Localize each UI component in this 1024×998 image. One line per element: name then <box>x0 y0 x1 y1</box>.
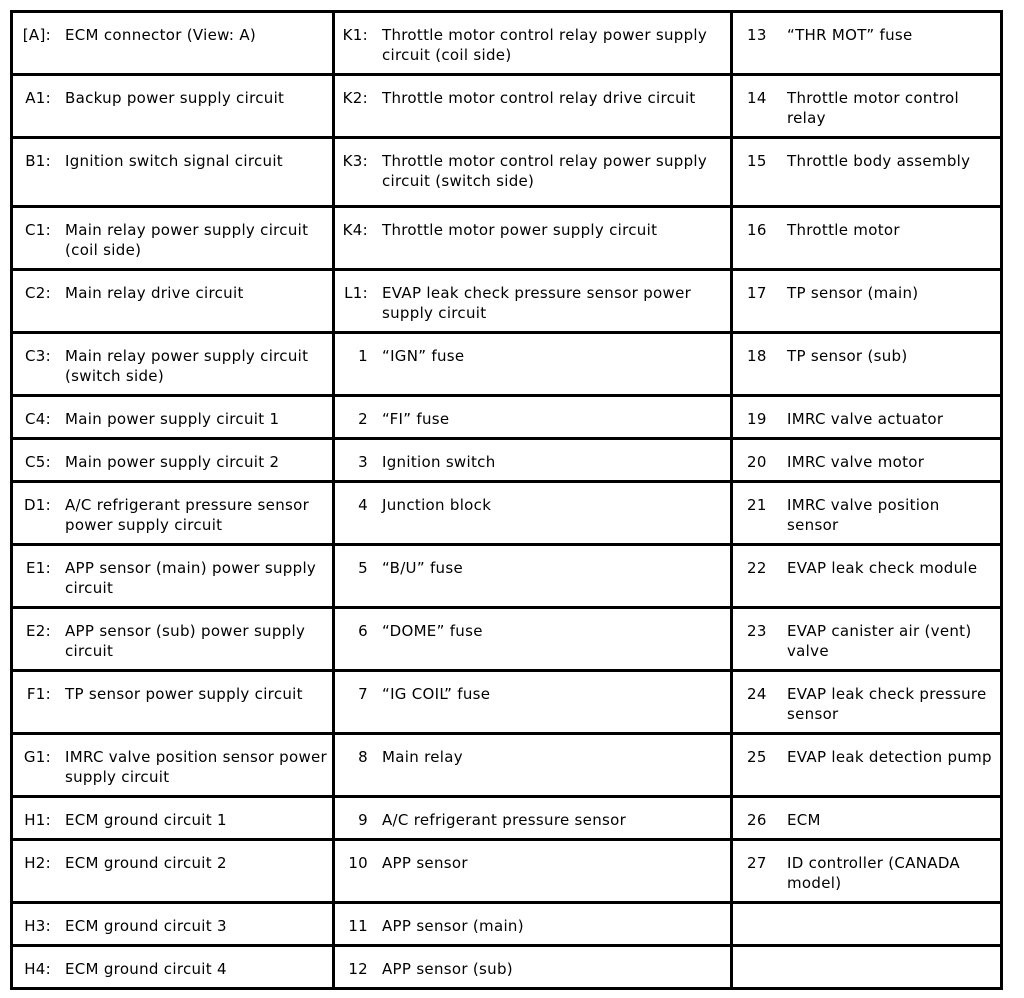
legend-description: Main relay power supply circuit (switch side) <box>65 347 309 385</box>
legend-description: APP sensor (main) <box>382 917 524 935</box>
legend-cell-c1 <box>12 946 334 989</box>
legend-description: EVAP canister air (vent) valve <box>787 622 972 660</box>
legend-cell-c2 <box>334 75 732 138</box>
legend-cell-c1 <box>12 840 334 903</box>
legend-row <box>12 439 1002 482</box>
legend-description: Throttle motor power supply circuit <box>382 221 658 239</box>
legend-row <box>12 545 1002 608</box>
legend-cell-c3 <box>732 270 1002 333</box>
legend-cell-c2 <box>334 797 732 840</box>
legend-description: Main power supply circuit 1 <box>65 410 280 428</box>
legend-code: C4: <box>25 410 51 428</box>
legend-code: 8 <box>358 748 368 766</box>
legend-cell-c3 <box>732 797 1002 840</box>
legend-cell-c2 <box>334 396 732 439</box>
legend-code: 16 <box>747 221 767 239</box>
legend-code: E2: <box>26 622 51 640</box>
legend-description: ECM ground circuit 1 <box>65 811 227 829</box>
legend-code: 3 <box>358 453 368 471</box>
legend-description: “B/U” fuse <box>382 559 464 577</box>
legend-description: Main power supply circuit 2 <box>65 453 280 471</box>
legend-description: Backup power supply circuit <box>65 89 285 107</box>
legend-description: TP sensor power supply circuit <box>65 685 303 703</box>
legend-code: B1: <box>25 152 51 170</box>
legend-code: 24 <box>747 685 767 703</box>
legend-cell-c3 <box>732 734 1002 797</box>
legend-row <box>12 12 1002 75</box>
legend-code: 23 <box>747 622 767 640</box>
legend-code: C3: <box>25 347 51 365</box>
legend-cell-c2 <box>334 734 732 797</box>
legend-cell-c1 <box>12 12 334 75</box>
legend-cell-c1 <box>12 439 334 482</box>
legend-description: ECM connector (View: A) <box>65 26 257 44</box>
legend-code: A1: <box>25 89 51 107</box>
legend-description: ECM ground circuit 3 <box>65 917 227 935</box>
legend-description: A/C refrigerant pressure sensor <box>382 811 627 829</box>
legend-description: Ignition switch signal circuit <box>65 152 283 170</box>
legend-description: IMRC valve position sensor power supply circuit <box>65 748 328 786</box>
legend-cell-c1 <box>12 545 334 608</box>
legend-description: Throttle motor control relay drive circuit <box>382 89 696 107</box>
legend-description: APP sensor (main) power supply circuit <box>65 559 317 597</box>
legend-row <box>12 207 1002 270</box>
legend-code: K1: <box>342 26 368 44</box>
legend-cell-c3 <box>732 12 1002 75</box>
legend-description: Throttle motor control relay power supply circuit (switch side) <box>382 152 708 190</box>
legend-row <box>12 903 1002 946</box>
legend-description: “IGN” fuse <box>382 347 465 365</box>
legend-code: 18 <box>747 347 767 365</box>
legend-cell-c1 <box>12 270 334 333</box>
legend-code: K4: <box>342 221 368 239</box>
legend-cell-c2 <box>334 482 732 545</box>
legend-code: 22 <box>747 559 767 577</box>
legend-description: Main relay <box>382 748 463 766</box>
legend-description: APP sensor (sub) <box>382 960 513 978</box>
legend-row <box>12 396 1002 439</box>
legend-description: APP sensor <box>382 854 468 872</box>
legend-description: “DOME” fuse <box>382 622 483 640</box>
legend-cell-c3 <box>732 207 1002 270</box>
legend-cell-c3 <box>732 396 1002 439</box>
legend-description: EVAP leak check pressure sensor power supply circuit <box>382 284 692 322</box>
legend-row <box>12 333 1002 396</box>
legend-cell-c2 <box>334 608 732 671</box>
legend-row <box>12 946 1002 989</box>
legend-code: C1: <box>25 221 51 239</box>
legend-code: H4: <box>24 960 51 978</box>
legend-code: 20 <box>747 453 767 471</box>
legend-cell-c3 <box>732 903 1002 946</box>
legend-cell-c1 <box>12 482 334 545</box>
legend-code: C2: <box>25 284 51 302</box>
legend-code: F1: <box>26 685 51 703</box>
legend-code: 11 <box>348 917 368 935</box>
legend-cell-c3 <box>732 946 1002 989</box>
legend-cell-c1 <box>12 797 334 840</box>
legend-cell-c2 <box>334 840 732 903</box>
legend-cell-c3 <box>732 333 1002 396</box>
legend-description: ECM <box>787 811 821 829</box>
legend-description: Main relay drive circuit <box>65 284 244 302</box>
legend-cell-c1 <box>12 671 334 734</box>
legend-cell-c1 <box>12 333 334 396</box>
legend-code: C5: <box>25 453 51 471</box>
legend-description: ECM ground circuit 2 <box>65 854 227 872</box>
legend-description: Throttle motor control relay <box>787 89 959 127</box>
legend-code: H3: <box>24 917 51 935</box>
legend-code: G1: <box>23 748 51 766</box>
legend-cell-c1 <box>12 396 334 439</box>
legend-description: EVAP leak check module <box>787 559 978 577</box>
legend-code: E1: <box>26 559 51 577</box>
legend-cell-c2 <box>334 903 732 946</box>
legend-cell-c1 <box>12 734 334 797</box>
legend-cell-c1 <box>12 138 334 207</box>
legend-description: ECM ground circuit 4 <box>65 960 227 978</box>
legend-cell-c2 <box>334 138 732 207</box>
legend-code: 27 <box>747 854 767 872</box>
legend-code: K3: <box>342 152 368 170</box>
legend-cell-c3 <box>732 840 1002 903</box>
legend-cell-c2 <box>334 270 732 333</box>
legend-code: 10 <box>348 854 368 872</box>
legend-code: K2: <box>342 89 368 107</box>
legend-cell-c2 <box>334 671 732 734</box>
legend-code: 26 <box>747 811 767 829</box>
legend-cell-c2 <box>334 333 732 396</box>
legend-code: 13 <box>747 26 767 44</box>
legend-cell-c2 <box>334 946 732 989</box>
legend-code: 17 <box>747 284 767 302</box>
legend-cell-c1 <box>12 75 334 138</box>
legend-row <box>12 75 1002 138</box>
legend-cell-c3 <box>732 608 1002 671</box>
legend-code: 9 <box>358 811 368 829</box>
legend-row <box>12 270 1002 333</box>
legend-description: APP sensor (sub) power supply circuit <box>65 622 306 660</box>
legend-description: Ignition switch <box>382 453 496 471</box>
legend-row <box>12 482 1002 545</box>
legend-description: Throttle motor <box>787 221 900 239</box>
legend-code: 7 <box>358 685 368 703</box>
legend-code: D1: <box>23 496 51 514</box>
legend-description: Main relay power supply circuit (coil side) <box>65 221 309 259</box>
legend-cell-c1 <box>12 608 334 671</box>
legend-code: 19 <box>747 410 767 428</box>
legend-cell-c2 <box>334 12 732 75</box>
legend-description: TP sensor (sub) <box>787 347 908 365</box>
legend-cell-c3 <box>732 138 1002 207</box>
legend-description: A/C refrigerant pressure sensor power supply circuit <box>65 496 310 534</box>
legend-cell-c1 <box>12 207 334 270</box>
legend-description: IMRC valve motor <box>787 453 925 471</box>
legend-description: IMRC valve actuator <box>787 410 944 428</box>
legend-code: 4 <box>358 496 368 514</box>
legend-code: 1 <box>358 347 368 365</box>
legend-row <box>12 734 1002 797</box>
legend-code: [A]: <box>22 26 51 44</box>
legend-cell-c3 <box>732 545 1002 608</box>
legend-description: “THR MOT” fuse <box>787 26 913 44</box>
legend-row <box>12 608 1002 671</box>
legend-code: H1: <box>24 811 51 829</box>
legend-cell-c3 <box>732 439 1002 482</box>
legend-description: ID controller (CANADA model) <box>787 854 960 892</box>
legend-cell-c3 <box>732 75 1002 138</box>
legend-description: Junction block <box>382 496 492 514</box>
legend-table <box>10 10 1003 990</box>
legend-code: 2 <box>358 410 368 428</box>
legend-cell-c3 <box>732 482 1002 545</box>
legend-code: 12 <box>348 960 368 978</box>
legend-description: EVAP leak detection pump <box>787 748 992 766</box>
legend-code: 5 <box>358 559 368 577</box>
legend-code: 6 <box>358 622 368 640</box>
legend-cell-c3 <box>732 671 1002 734</box>
legend-code: 25 <box>747 748 767 766</box>
legend-code: 15 <box>747 152 767 170</box>
legend-cell-c2 <box>334 545 732 608</box>
legend-description: “IG COIL” fuse <box>382 685 491 703</box>
legend-code: 21 <box>747 496 767 514</box>
legend-description: IMRC valve position sensor <box>787 496 940 534</box>
legend-cell-c2 <box>334 207 732 270</box>
legend-cell-c1 <box>12 903 334 946</box>
legend-body <box>12 12 1002 989</box>
legend-cell-c2 <box>334 439 732 482</box>
legend-row <box>12 840 1002 903</box>
legend-description: EVAP leak check pressure sensor <box>787 685 987 723</box>
legend-row <box>12 138 1002 207</box>
legend-description: TP sensor (main) <box>787 284 919 302</box>
legend-row <box>12 797 1002 840</box>
legend-code: H2: <box>24 854 51 872</box>
legend-code: L1: <box>344 284 368 302</box>
legend-description: Throttle body assembly <box>787 152 971 170</box>
legend-description: “FI” fuse <box>382 410 450 428</box>
legend-code: 14 <box>747 89 767 107</box>
legend-row <box>12 671 1002 734</box>
legend-description: Throttle motor control relay power supply circuit (coil side) <box>382 26 708 64</box>
